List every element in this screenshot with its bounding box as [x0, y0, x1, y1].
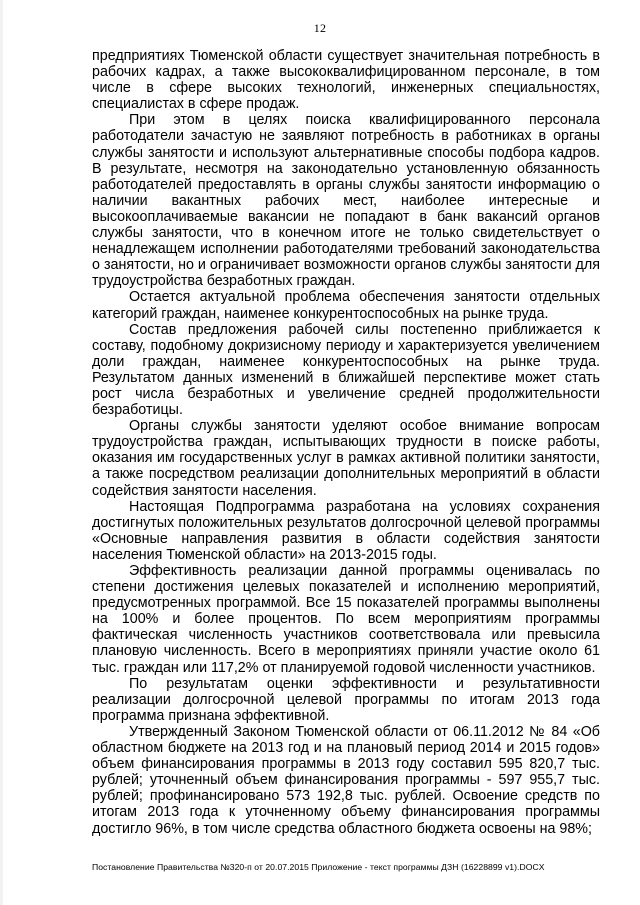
paragraph-5: Органы службы занятости уделяют особое внимание вопросам трудоустройства граждан, испытывающих трудности в поиске работы, оказания им государственных услуг в рамках активной политики занятости, а также посредством реализации дополнительных мероприятий в области содействия занятости населения. [92, 418, 600, 499]
scan-edge [0, 0, 3, 905]
paragraph-3: Остается актуальной проблема обеспечения занятости отдельных категорий граждан, наименее конкурентоспособных на рынке труда. [92, 289, 600, 322]
paragraph-4: Состав предложения рабочей силы постепенно приближается к составу, подобному докризисному периоду и характеризуется увеличением доли граждан, наименее конкурентоспособных на рынке труда. Результатом данных изменений в ближайшей перспективе может стать рост числа безработных и увеличение средней продолжительности безработицы. [92, 321, 600, 419]
paragraph-7: Эффективность реализации данной программы оценивалась по степени достижения целевых показателей и исполнению мероприятий, предусмотренных программой. Все 15 показателей программы выполнены на 100% и более процентов. По всем мероприятиям программы фактическая численность участников соответствовала или превысила плановую численность. Всего в мероприятиях приняли участие около 61 тыс. граждан или 117,2% от планируемой годовой численности участников. [92, 563, 600, 676]
document-footer: Постановление Правительства №320-п от 20.07.2015 Приложение - текст программы ДЗН (16228899 v1).DOCX [92, 862, 545, 872]
paragraph-2: При этом в целях поиска квалифицированного персонала работодатели зачастую не заявляют потребность в работниках в органы службы занятости и используют альтернативные способы подбора кадров. В результате, несмотря на законодательно установленную обязанность работодателей предоставлять в органы службы занятости информацию о наличии вакантных рабочих мест, наиболее интересные и высокооплачиваемые вакансии не попадают в банк вакансий органов службы занятости, что в конечном итоге не только свидетельствует о ненадлежащем исполнении работодателями требований законодательства о занятости, но и ограничивает возможности органов службы занятости для трудоустройства безработных граждан. [92, 112, 600, 290]
paragraph-1: предприятиях Тюменской области существует значительная потребность в рабочих кадрах, а также высококвалифицированном персонале, в том числе в сфере высоких технологий, инженерных специальностях, специалистах в сфере продаж. [92, 48, 600, 113]
page-number: 12 [313, 21, 327, 35]
document-body [92, 48, 600, 837]
paragraph-8: По результатам оценки эффективности и результативности реализации долгосрочной целевой программы по итогам 2013 года программа признана эффективной. [92, 675, 600, 724]
paragraph-6: Настоящая Подпрограмма разработана на условиях сохранения достигнутых положительных результатов долгосрочной целевой программы «Основные направления развития в области содействия занятости населения Тюменской области» на 2013-2015 годы. [92, 498, 600, 563]
paragraph-9: Утвержденный Законом Тюменской области от 06.11.2012 № 84 «Об областном бюджете на 2013 год и на плановый период 2014 и 2015 годов» объем финансирования программы в 2013 году составил 595 820,7 тыс. рублей; уточненный объем финансирования программы - 597 955,7 тыс. рублей; профинансировано 573 192,8 тыс. рублей. Освоение средств по итогам 2013 года к уточненному объему финансирования программы достигло 96%, в том числе средства областного бюджета освоены на 98%; [92, 723, 600, 837]
